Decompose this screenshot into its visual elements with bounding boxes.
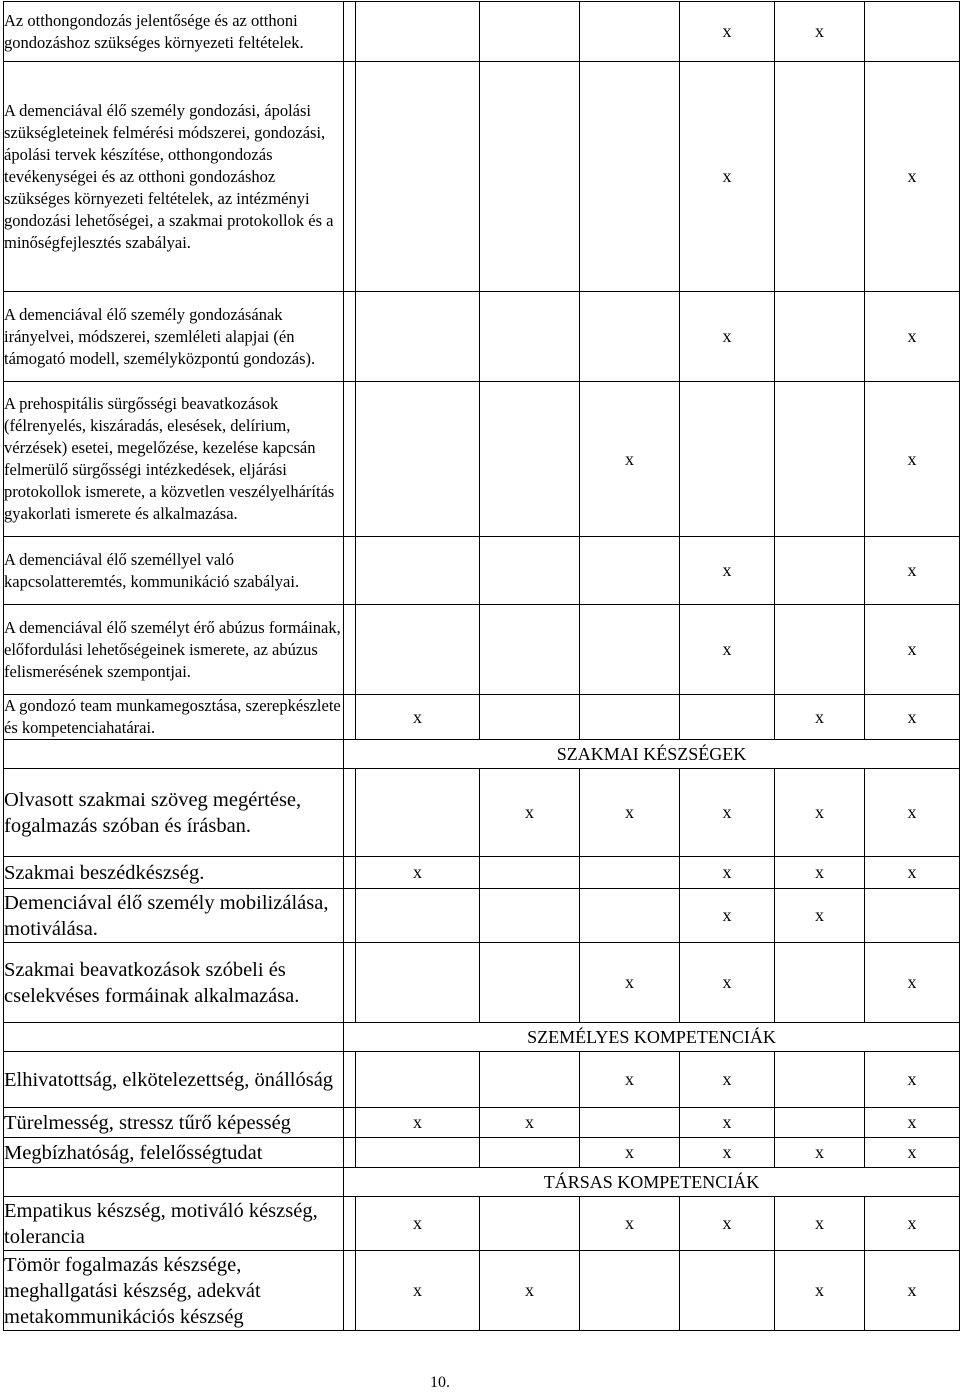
mark-cell: [344, 1197, 356, 1251]
mark-cell: [356, 1052, 480, 1108]
mark-cell: [480, 889, 580, 943]
mark-cell: [344, 889, 356, 943]
competency-row: [4, 292, 960, 382]
mark-cell: x: [480, 1251, 580, 1331]
mark-cell: [356, 889, 480, 943]
mark-cell: [580, 292, 680, 382]
mark-cell: x: [775, 769, 865, 857]
mark-cell: x: [865, 857, 960, 889]
mark-cell: [580, 857, 680, 889]
mark-cell: x: [680, 62, 775, 292]
mark-cell: x: [580, 943, 680, 1023]
mark-cell: [580, 62, 680, 292]
mark-cell: [344, 1251, 356, 1331]
mark-cell: [356, 1138, 480, 1168]
mark-cell: [775, 62, 865, 292]
mark-cell: x: [865, 1052, 960, 1108]
topic-cell: A prehospitális sürgősségi beavatkozások (félrenyelés, kiszáradás, elesések, delírium, vérzések) esetei, megelőzése, kezelése kapcsán felmerülő sürgősségi intézkedések, eljárási protokollok ismerete, a közvetlen veszélyelhárítás gyakorlati ismerete és alkalmazása.: [4, 382, 344, 537]
mark-cell: x: [865, 537, 960, 605]
mark-cell: x: [680, 537, 775, 605]
mark-cell: [480, 62, 580, 292]
competency-row: [4, 1197, 960, 1251]
mark-cell: [580, 695, 680, 740]
mark-cell: x: [865, 1251, 960, 1331]
mark-cell: [344, 292, 356, 382]
mark-cell: [865, 2, 960, 62]
mark-cell: [480, 857, 580, 889]
mark-cell: [480, 695, 580, 740]
mark-cell: [344, 62, 356, 292]
competency-row: [4, 943, 960, 1023]
topic-cell: Elhivatottság, elkötelezettség, önállóság: [4, 1052, 344, 1108]
mark-cell: [580, 889, 680, 943]
mark-cell: x: [580, 1052, 680, 1108]
mark-cell: [344, 1108, 356, 1138]
mark-cell: x: [775, 1138, 865, 1168]
mark-cell: [865, 889, 960, 943]
page-number: 10.: [430, 1374, 450, 1391]
competency-row: [4, 1108, 960, 1138]
competency-row: [4, 889, 960, 943]
mark-cell: x: [480, 1108, 580, 1138]
mark-cell: x: [356, 1108, 480, 1138]
mark-cell: x: [775, 2, 865, 62]
mark-cell: [344, 537, 356, 605]
section-spacer-cell: [4, 1168, 344, 1197]
mark-cell: x: [680, 292, 775, 382]
mark-cell: [344, 1138, 356, 1168]
mark-cell: x: [680, 1108, 775, 1138]
mark-cell: x: [865, 605, 960, 695]
mark-cell: [356, 943, 480, 1023]
mark-cell: x: [356, 1251, 480, 1331]
topic-cell: Az otthongondozás jelentősége és az otthoni gondozáshoz szükséges környezeti feltételek.: [4, 2, 344, 62]
mark-cell: [775, 382, 865, 537]
mark-cell: x: [865, 943, 960, 1023]
competency-row: [4, 2, 960, 62]
mark-cell: [356, 62, 480, 292]
mark-cell: x: [865, 62, 960, 292]
topic-cell: Megbízhatóság, felelősségtudat: [4, 1138, 344, 1168]
mark-cell: x: [865, 292, 960, 382]
section-spacer-cell: [4, 1023, 344, 1052]
mark-cell: x: [680, 943, 775, 1023]
competency-row: [4, 537, 960, 605]
topic-cell: A demenciával élő személy gondozásának irányelvei, módszerei, szemléleti alapjai (én támogató modell, személyközpontú gondozás).: [4, 292, 344, 382]
mark-cell: x: [356, 695, 480, 740]
mark-cell: [480, 537, 580, 605]
topic-cell: Demenciával élő személy mobilizálása, motiválása.: [4, 889, 344, 943]
mark-cell: [356, 769, 480, 857]
topic-cell: Empatikus készség, motiváló készség, tolerancia: [4, 1197, 344, 1251]
mark-cell: x: [775, 857, 865, 889]
mark-cell: [356, 605, 480, 695]
mark-cell: [775, 1052, 865, 1108]
mark-cell: x: [775, 1251, 865, 1331]
mark-cell: x: [680, 857, 775, 889]
mark-cell: [356, 537, 480, 605]
mark-cell: [775, 292, 865, 382]
mark-cell: x: [580, 769, 680, 857]
mark-cell: x: [680, 889, 775, 943]
competency-row: [4, 695, 960, 740]
mark-cell: [480, 605, 580, 695]
section-header-row: [4, 740, 960, 769]
topic-cell: Szakmai beavatkozások szóbeli és cselekvéses formáinak alkalmazása.: [4, 943, 344, 1023]
mark-cell: [680, 695, 775, 740]
mark-cell: [580, 1251, 680, 1331]
competency-row: [4, 1251, 960, 1331]
competency-row: [4, 382, 960, 537]
competency-row: [4, 62, 960, 292]
topic-cell: A gondozó team munkamegosztása, szerepkészlete és kompetenciahatárai.: [4, 695, 344, 740]
section-spacer-cell: [4, 740, 344, 769]
mark-cell: [344, 2, 356, 62]
mark-cell: [775, 943, 865, 1023]
mark-cell: x: [680, 769, 775, 857]
mark-cell: [344, 769, 356, 857]
mark-cell: [344, 943, 356, 1023]
mark-cell: [680, 382, 775, 537]
topic-cell: Olvasott szakmai szöveg megértése, fogalmazás szóban és írásban.: [4, 769, 344, 857]
mark-cell: [356, 382, 480, 537]
mark-cell: [480, 943, 580, 1023]
mark-cell: [344, 605, 356, 695]
topic-cell: A demenciával élő személlyel való kapcsolatteremtés, kommunikáció szabályai.: [4, 537, 344, 605]
mark-cell: [356, 2, 480, 62]
mark-cell: x: [775, 1197, 865, 1251]
mark-cell: x: [680, 605, 775, 695]
topic-cell: A demenciával élő személyt érő abúzus formáinak, előfordulási lehetőségeinek ismerete, az abúzus felismerésének szempontjai.: [4, 605, 344, 695]
mark-cell: x: [865, 1108, 960, 1138]
mark-cell: [775, 1108, 865, 1138]
competency-row: [4, 1052, 960, 1108]
competency-row: [4, 769, 960, 857]
mark-cell: x: [865, 382, 960, 537]
mark-cell: [344, 1052, 356, 1108]
competency-row: [4, 1138, 960, 1168]
mark-cell: [580, 537, 680, 605]
mark-cell: [480, 1197, 580, 1251]
mark-cell: x: [865, 1138, 960, 1168]
section-header-row: [4, 1168, 960, 1197]
section-header: TÁRSAS KOMPETENCIÁK: [344, 1168, 960, 1197]
mark-cell: x: [580, 382, 680, 537]
mark-cell: x: [775, 889, 865, 943]
mark-cell: [580, 1108, 680, 1138]
mark-cell: [344, 857, 356, 889]
mark-cell: x: [356, 857, 480, 889]
section-header: SZEMÉLYES KOMPETENCIÁK: [344, 1023, 960, 1052]
competency-row: [4, 857, 960, 889]
competency-matrix-table: [3, 1, 960, 1331]
mark-cell: x: [680, 1052, 775, 1108]
topic-cell: Tömör fogalmazás készsége, meghallgatási készség, adekvát metakommunikációs készség: [4, 1251, 344, 1331]
mark-cell: [775, 605, 865, 695]
mark-cell: [480, 382, 580, 537]
matrix-body: [4, 2, 960, 1331]
competency-row: [4, 605, 960, 695]
mark-cell: x: [775, 695, 865, 740]
mark-cell: [580, 605, 680, 695]
mark-cell: [775, 537, 865, 605]
topic-cell: Türelmesség, stressz tűrő képesség: [4, 1108, 344, 1138]
mark-cell: [680, 1251, 775, 1331]
mark-cell: x: [865, 695, 960, 740]
topic-cell: A demenciával élő személy gondozási, ápolási szükségleteinek felmérési módszerei, gondozási, ápolási tervek készítése, otthongondozás tevékenységei és az otthoni gondozáshoz szükséges környezeti feltételek, az intézményi gondozási lehetőségei, a szakmai protokollok és a minőségfejlesztés szabályai.: [4, 62, 344, 292]
mark-cell: x: [865, 769, 960, 857]
mark-cell: [580, 2, 680, 62]
section-header-row: [4, 1023, 960, 1052]
mark-cell: x: [865, 1197, 960, 1251]
mark-cell: x: [680, 2, 775, 62]
topic-cell: Szakmai beszédkészség.: [4, 857, 344, 889]
mark-cell: [480, 2, 580, 62]
mark-cell: x: [480, 769, 580, 857]
mark-cell: [480, 1138, 580, 1168]
mark-cell: [356, 292, 480, 382]
mark-cell: x: [580, 1138, 680, 1168]
section-header: SZAKMAI KÉSZSÉGEK: [344, 740, 960, 769]
mark-cell: x: [356, 1197, 480, 1251]
mark-cell: [480, 292, 580, 382]
mark-cell: x: [580, 1197, 680, 1251]
mark-cell: [344, 695, 356, 740]
mark-cell: x: [680, 1197, 775, 1251]
mark-cell: x: [680, 1138, 775, 1168]
mark-cell: [480, 1052, 580, 1108]
mark-cell: [344, 382, 356, 537]
